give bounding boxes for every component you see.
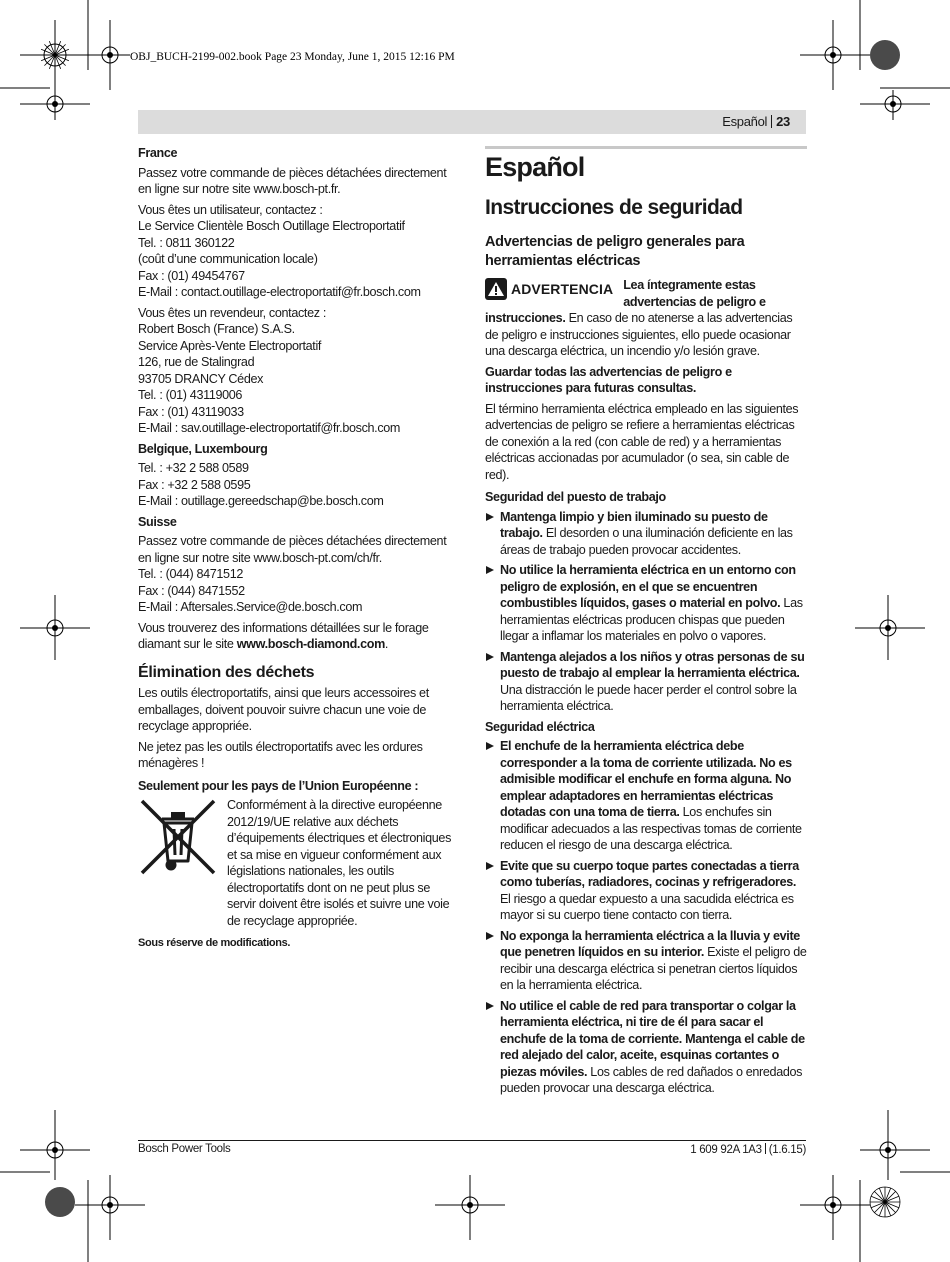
warning-bold-text: Lea íntegramente estas advertencias de peligro e instrucciones. <box>485 278 766 325</box>
bullet-arrow-icon <box>486 932 494 940</box>
elimination-heading: Élimination des déchets <box>138 663 315 681</box>
list-item: Mantenga alejados a los niños y otras personas de su puesto de trabajo al emplear la herramienta eléctrica. Una distracción le puede hacer perder el control sobre la herramienta eléctrica. <box>485 649 807 715</box>
right-column <box>485 146 807 1101</box>
book-header: OBJ_BUCH-2199-002.book Page 23 Monday, June 1, 2015 12:16 PM <box>130 51 455 63</box>
page-header <box>138 110 806 134</box>
belgium-heading: Belgique, Luxembourg <box>138 441 268 456</box>
section-rule <box>485 146 807 149</box>
weee-text: Conformément à la directive européenne 2012/19/UE relative aux déchets d’équipements électriques et électroniques et sa mise en vigueur conformément aux législations nationales, les outils électroportatifs dont on ne peut plus se servir doivent être isolés et suivre une voie de recyclage appropriée. <box>227 798 452 928</box>
footer-rule <box>138 1140 806 1141</box>
bullet-arrow-icon <box>486 653 494 661</box>
instructions-title: Instrucciones de seguridad <box>485 196 743 219</box>
warning-label: ADVERTENCIA <box>511 280 614 297</box>
list-item: El enchufe de la herramienta eléctrica debe corresponder a la toma de corriente utilizada. No es admisible modificar el enchufe en forma alguna. No emplear adaptadores en herramientas eléctricas dotadas con una toma de tierra. Los enchufes sin modificar adecuados a las respectivas tomas de corriente reducen el riesgo de una descarga eléctrica. <box>485 738 807 854</box>
term-definition: El término herramienta eléctrica empleado en las siguientes advertencias de peligro se refiere a herramientas eléctricas de conexión a la red (con cable de red) y a herramientas eléctricas accionadas por acumulador (o sea, sin cable de red). <box>485 401 799 482</box>
page-number: 23 <box>776 114 790 129</box>
suisse-contact: Passez votre commande de pièces détachées directement en ligne sur notre site www.bosch-pt.com/ch/fr. Tel. : (044) 8471512 Fax : (044) 8471552 E-Mail : Aftersales.Service@de.bosch.com <box>138 534 447 614</box>
diamond-link: www.bosch-diamond.com <box>236 637 385 651</box>
weee-block <box>138 797 460 929</box>
work-safety-list <box>485 509 807 715</box>
diamond-info: Vous trouverez des informations détaillées sur le forage diamant sur le site www.bosch-diamond.com. <box>138 620 429 651</box>
footer-brand: Bosch Power Tools <box>138 1143 231 1155</box>
list-item: No exponga la herramienta eléctrica a la lluvia y evite que penetren líquidos en su interior. Existe el peligro de recibir una descarga eléctrica si penetran ciertos líquidos en la herramienta eléctrica. <box>485 928 807 994</box>
keep-instructions: Guardar todas las advertencias de peligro e instrucciones para futuras consultas. <box>485 364 732 395</box>
document-code: 1 609 92A 1A3 <box>690 1144 762 1156</box>
document-date: (1.6.15) <box>768 1144 806 1156</box>
bullet-arrow-icon <box>486 566 494 574</box>
crossed-bin-icon <box>138 797 218 877</box>
list-item: Mantenga limpio y bien iluminado su puesto de trabajo. El desorden o una iluminación deficiente en las áreas de trabajo pueden provocar accidentes. <box>485 509 807 559</box>
bullet-arrow-icon <box>486 1002 494 1010</box>
electric-safety-list <box>485 738 807 1097</box>
electric-safety-heading: Seguridad eléctrica <box>485 719 595 734</box>
header-language: Español <box>722 114 768 129</box>
belgium-contact: Tel. : +32 2 588 0589 Fax : +32 2 588 0595 E-Mail : outillage.gereedschap@be.bosch.com <box>138 461 384 508</box>
france-heading: France <box>138 146 178 160</box>
bullet-arrow-icon <box>486 742 494 750</box>
reserve-note: Sous réserve de modifications. <box>138 937 291 949</box>
bullet-arrow-icon <box>486 513 494 521</box>
warnings-heading: Advertencias de peligro generales para herramientas eléctricas <box>485 234 745 269</box>
list-item: Evite que su cuerpo toque partes conectadas a tierra como tuberías, radiadores, cocinas y refrigeradores. El riesgo a quedar expuesto a una sacudida eléctrica es mayor si su cuerpo tiene contacto con tierra. <box>485 858 807 924</box>
elimination-text-2: Ne jetez pas les outils électroportatifs avec les ordures ménagères ! <box>138 739 423 770</box>
list-item: No utilice la herramienta eléctrica en un entorno con peligro de explosión, en el que se encuentren combustibles líquidos, gases o material en polvo. Las herramientas eléctricas producen chispas que pueden llegar a inflamar los materiales en polvo o vapores. <box>485 562 807 645</box>
suisse-heading: Suisse <box>138 514 177 529</box>
warning-paragraph <box>485 277 807 360</box>
france-user-contact: Vous êtes un utilisateur, contactez : Le Service Clientèle Bosch Outillage Electroportatif Tel. : 0811 360122 (coût d’une communication locale) Fax : (01) 49454767 E-Mail : contact.outillage-electroportatif@fr.bosch.com <box>138 202 421 299</box>
eu-heading: Seulement pour les pays de l’Union Européenne : <box>138 778 419 793</box>
warning-body-text: En caso de no atenerse a las advertencias de peligro e instrucciones siguientes, ello puede ocasionar una descarga eléctrica, un incendio y/o lesión grave. <box>485 311 793 358</box>
page-header-label <box>722 114 790 129</box>
work-safety-heading: Seguridad del puesto de trabajo <box>485 490 666 504</box>
france-dealer-contact: Vous êtes un revendeur, contactez : Robert Bosch (France) S.A.S. Service Après-Vente Electroportatif 126, rue de Stalingrad 93705 DRANCY Cédex Tel. : (01) 43119006 Fax : (01) 43119033 E-Mail : sav.outillage-electroportatif@fr.bosch.com <box>138 305 401 435</box>
left-column <box>138 141 460 952</box>
footer-code <box>690 1143 806 1156</box>
elimination-text-1: Les outils électroportatifs, ainsi que leurs accessoires et emballages, doivent pouvoir suivre chacun une voie de recyclage appropriée. <box>138 686 429 733</box>
warning-badge <box>485 278 613 300</box>
warning-triangle-icon <box>485 278 507 300</box>
bullet-arrow-icon <box>486 862 494 870</box>
chapter-title: Español <box>485 152 585 182</box>
france-order-text: Passez votre commande de pièces détachées directement en ligne sur notre site www.bosch-pt.fr. <box>138 165 447 196</box>
list-item: No utilice el cable de red para transportar o colgar la herramienta eléctrica, ni tire de él para sacar el enchufe de la toma de corriente. Mantenga el cable de red alejado del calor, aceite, esquinas cortantes o piezas móviles. Los cables de red dañados o enredados pueden provocar una descarga eléctrica. <box>485 998 807 1097</box>
